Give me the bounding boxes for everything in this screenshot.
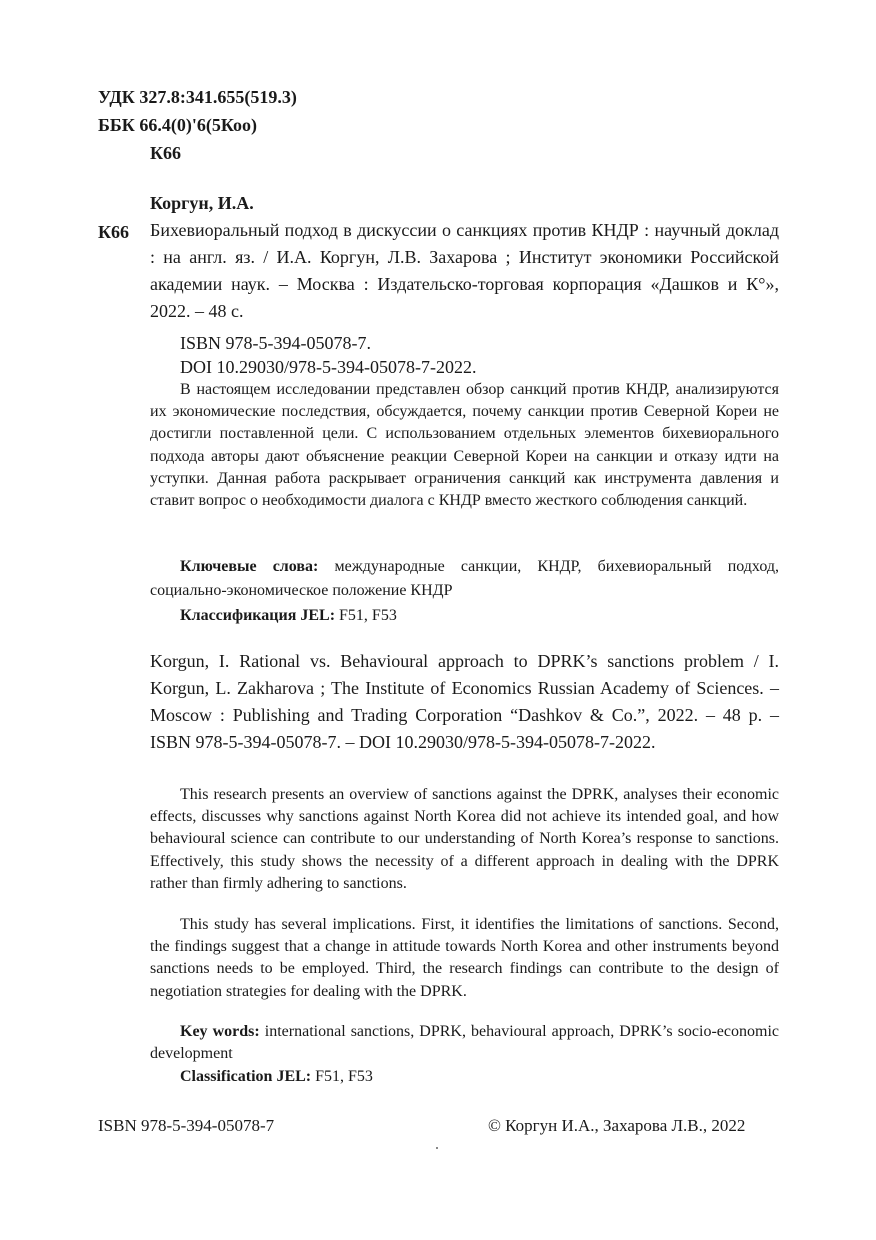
jel-ru-text: F51, F53: [335, 607, 397, 624]
keywords-ru-text: международные санкции, КНДР, бихевиоральный подход, социально-экономическое положение КНДР: [150, 558, 780, 599]
print-dot: [436, 1147, 438, 1149]
footer-isbn: ISBN 978-5-394-05078-7: [98, 1116, 275, 1135]
jel-en-label: Classification JEL:: [180, 1068, 312, 1085]
isbn-ru: ISBN 978-5-394-05078-7.: [180, 333, 371, 353]
abstract-ru: В настоящем исследовании представлен обзор санкций против КНДР, анализируются их экономические последствия, обсуждается, почему санкции против Северной Кореи не достигли поставленной цели. С использованием отдельных элементов бихевиорального подхода авторы дают объяснение реакции Северной Кореи на санкции и отказу идти на уступки. Данная работа раскрывает ограничения санкций как инструмента давления и ставит вопрос о необходимости диалога с КНДР вместо жесткого соблюдения санкций.: [150, 381, 779, 510]
author-heading: Коргун, И.А.: [150, 193, 254, 213]
keywords-ru: [150, 555, 779, 603]
abstract-en-paragraph-1: This research presents an overview of sanctions against the DPRK, analyses their economic effects, discusses why sanctions against North Korea did not achieve its intended goal, and how behavioural science can contribute to our understanding of North Korea’s response to sanctions. Effectively, this study shows the necessity of a different approach in dealing with the DPRK rather than firmly adhering to sanctions.: [150, 786, 779, 892]
bbk-code: ББК 66.4(0)'6(5Коо): [98, 115, 257, 135]
abstract-en-paragraph-2: This study has several implications. First, it identifies the limitations of sanctions. Second, the findings suggest that a change in attitude towards North Korea and other instruments beyond sanctions needs to be employed. Third, the research findings can contribute to the design of negotiation strategies for dealing with the DPRK.: [150, 916, 779, 1000]
keywords-en-text: international sanctions, DPRK, behavioural approach, DPRK’s socio-economic development: [150, 1023, 780, 1062]
keywords-en-label: Key words:: [180, 1023, 260, 1040]
classification-codes: [98, 83, 779, 167]
margin-author-mark: К66: [98, 222, 130, 242]
keywords-ru-label: Ключевые слова:: [180, 558, 319, 575]
bibliographic-description-ru: Бихевиоральный подход в дискуссии о санкциях против КНДР : научный доклад : на англ. яз. / И.А. Коргун, Л.В. Захарова ; Институт экономики Российской академии наук. – Москва : Издательско-торговая корпорация «Дашков и К°», 2022. – 48 с.: [150, 220, 779, 321]
footer-copyright: © Коргун И.А., Захарова Л.В., 2022: [488, 1116, 746, 1135]
doi-ru: DOI 10.29030/978-5-394-05078-7-2022.: [180, 357, 477, 377]
udk-code: УДК 327.8:341.655(519.3): [98, 87, 297, 107]
jel-ru-label: Классификация JEL:: [180, 607, 336, 624]
jel-en: [150, 1066, 779, 1088]
jel-ru: [150, 604, 779, 628]
jel-en-text: F51, F53: [311, 1068, 373, 1085]
keywords-en: [150, 1021, 779, 1065]
author-mark: К66: [150, 143, 182, 163]
bibliographic-description-en: Korgun, I. Rational vs. Behavioural approach to DPRK’s sanctions problem / I. Korgun, L. Zakharova ; The Institute of Economics Russian Academy of Sciences. – Moscow : Publishing and Trading Corporation “Dashkov & Co.”, 2022. – 48 p. – ISBN 978-5-394-05078-7. – DOI 10.29030/978-5-394-05078-7-2022.: [150, 651, 779, 752]
